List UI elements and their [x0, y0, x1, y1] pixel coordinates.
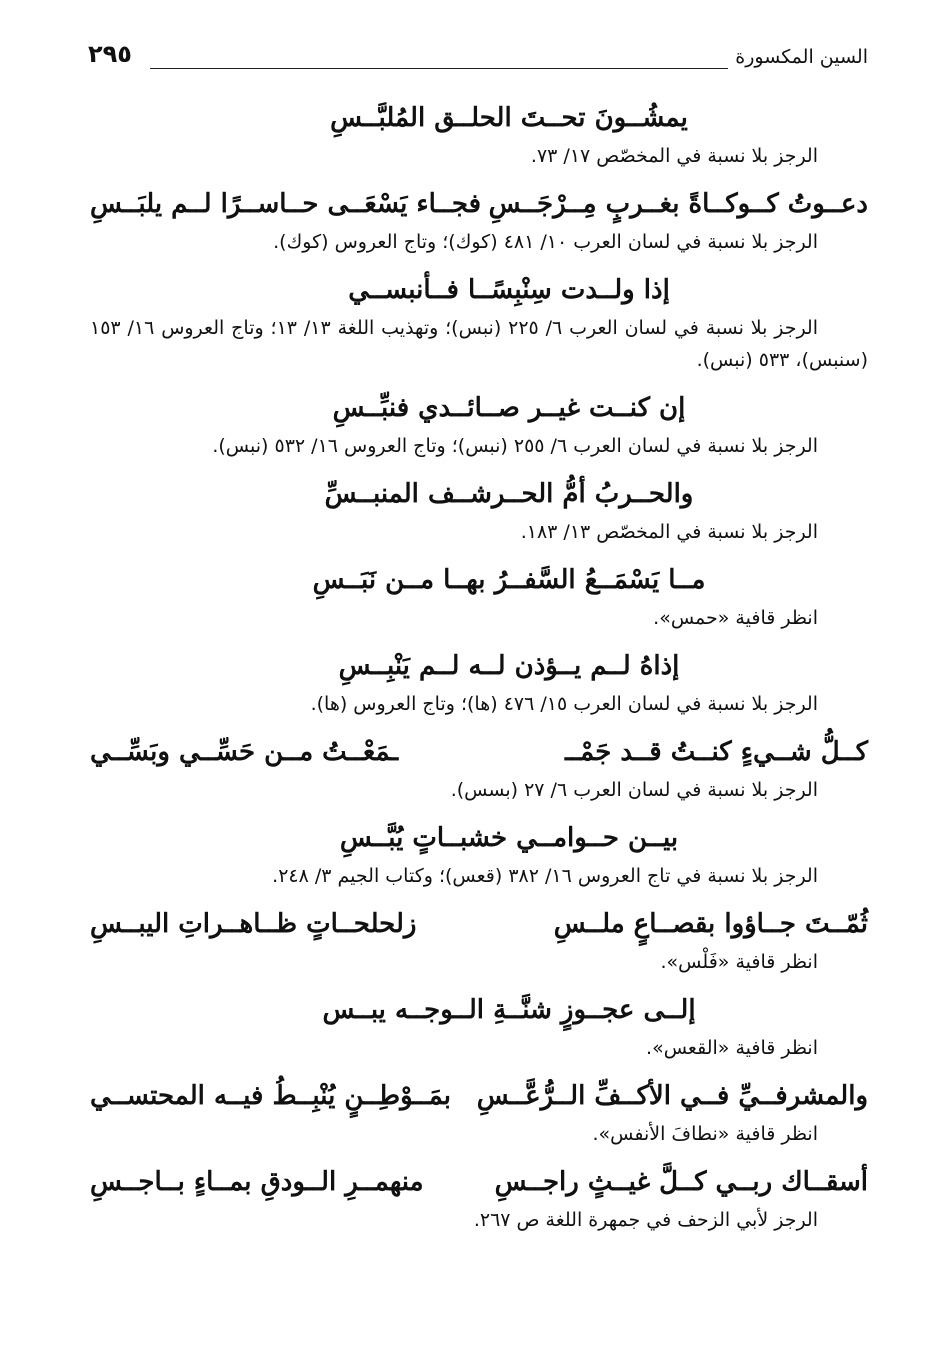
- entry: [90, 730, 868, 806]
- hemistich-second: منهمــرِ الــودقِ بمــاءٍ بــاجــسِ: [90, 1167, 424, 1197]
- entries-list: [90, 96, 868, 1246]
- source-note: انظر قافية «حمس».: [653, 607, 818, 629]
- running-title: السين المكسورة: [735, 46, 868, 68]
- source-note: الرجز بلا نسبة في المخصّص ١٣/ ١٨٣.: [520, 521, 818, 543]
- hemistich-first: دعــوتُ كــوكــاةً بغــربٍ مِــرْجَــسِ: [488, 189, 868, 219]
- verse: مــا يَسْمَــعُ السَّفــرُ بهــا مــن نَبَــسِ: [312, 565, 706, 595]
- source-note: الرجز لأبي الزحف في جمهرة اللغة ص ٢٦٧.: [473, 1209, 818, 1231]
- source-note: الرجز بلا نسبة في لسان العرب ٦/ ٢٢٥ (نبس)؛ وتهذيب اللغة ١٣/ ١٣؛ وتاج العروس ١٦/ ١٥٣ (سنبس)، ٥٣٣ (نبس).: [90, 317, 868, 371]
- verse: إلــى عجــوزٍ شنَّــةِ الــوجــه يبــس: [322, 995, 696, 1025]
- entry: [90, 1074, 868, 1150]
- hemistich-second: فجــاء يَسْعَــى حــاســرًا لــم يلبَــسِ: [90, 189, 482, 219]
- entry: [90, 386, 868, 462]
- verse: إذاهُ لــم يــؤذن لــه لــم يَنْبِــسِ: [338, 651, 680, 681]
- source-note: انظر قافية «نطافَ الأنفس».: [592, 1123, 818, 1145]
- hemistich-first: أسقــاك ربــي كــلَّ غيــثٍ راجــسِ: [494, 1167, 868, 1197]
- entry: [90, 1160, 868, 1236]
- entry: [90, 816, 868, 892]
- source-note: انظر قافية «القعس».: [646, 1037, 818, 1059]
- source-note: الرجز بلا نسبة في لسان العرب ٦/ ٢٥٥ (نبس)؛ وتاج العروس ١٦/ ٥٣٢ (نبس).: [212, 435, 818, 457]
- entry: [90, 96, 868, 172]
- entry: [90, 902, 868, 978]
- hemistich-second: زلحلحــاتٍ ظــاهــراتِ اليبــسِ: [90, 909, 417, 939]
- verse: [90, 730, 868, 774]
- entry: [90, 472, 868, 548]
- entry: [90, 268, 868, 376]
- verse: [90, 182, 868, 226]
- source-note: الرجز بلا نسبة في تاج العروس ١٦/ ٣٨٢ (قعس)؛ وكتاب الجيم ٣/ ٢٤٨.: [272, 865, 818, 887]
- verse: بيــن حــوامــي خشبــاتٍ يُبَّــسِ: [339, 823, 679, 853]
- verse: والحــربُ أمُّ الحــرشــف المنبــسِّ: [324, 479, 694, 509]
- source-note: الرجز بلا نسبة في المخصّص ١٧/ ٧٣.: [530, 145, 818, 167]
- entry: [90, 988, 868, 1064]
- hemistich-second: ـمَعْــتُ مــن حَسِّــي وبَسِّــي: [90, 737, 399, 767]
- header-rule: [150, 68, 728, 69]
- verse: إن كنــت غيــر صــائــدي فنبِّــسِ: [332, 393, 686, 423]
- verse: إذا ولــدت سِنْبِسًــا فــأنبســي: [348, 275, 670, 305]
- hemistich-first: ثُمّــتَ جــاؤوا بقصــاعٍ ملــسِ: [553, 909, 868, 939]
- source-note: الرجز بلا نسبة في لسان العرب ١٥/ ٤٧٦ (ها)؛ وتاج العروس (ها).: [310, 693, 818, 715]
- entry: [90, 644, 868, 720]
- verse: [90, 1074, 868, 1118]
- source-note: الرجز بلا نسبة في لسان العرب ٦/ ٢٧ (بسس).: [450, 779, 818, 801]
- verse: [90, 1160, 868, 1204]
- entry: [90, 182, 868, 258]
- entry: [90, 558, 868, 634]
- page-number: ٢٩٥: [88, 40, 132, 68]
- hemistich-first: والمشرفــيِّ فــي الأكــفِّ الــرُّعَّــسِ: [476, 1081, 868, 1111]
- verse: يمشُــونَ تحــتَ الحلــق المُلبَّــسِ: [330, 103, 688, 133]
- hemistich-first: كــلُّ شــيءٍ كنــتُ قــد جَمْــ: [564, 737, 868, 767]
- verse: [90, 902, 868, 946]
- source-note: الرجز بلا نسبة في لسان العرب ١٠/ ٤٨١ (كوك)؛ وتاج العروس (كوك).: [273, 231, 818, 253]
- source-note: انظر قافية «فَلْس».: [660, 951, 818, 973]
- hemistich-second: بمَــوْطِــنٍ يُنْبِــطُ فيــه المحتســي: [90, 1081, 452, 1111]
